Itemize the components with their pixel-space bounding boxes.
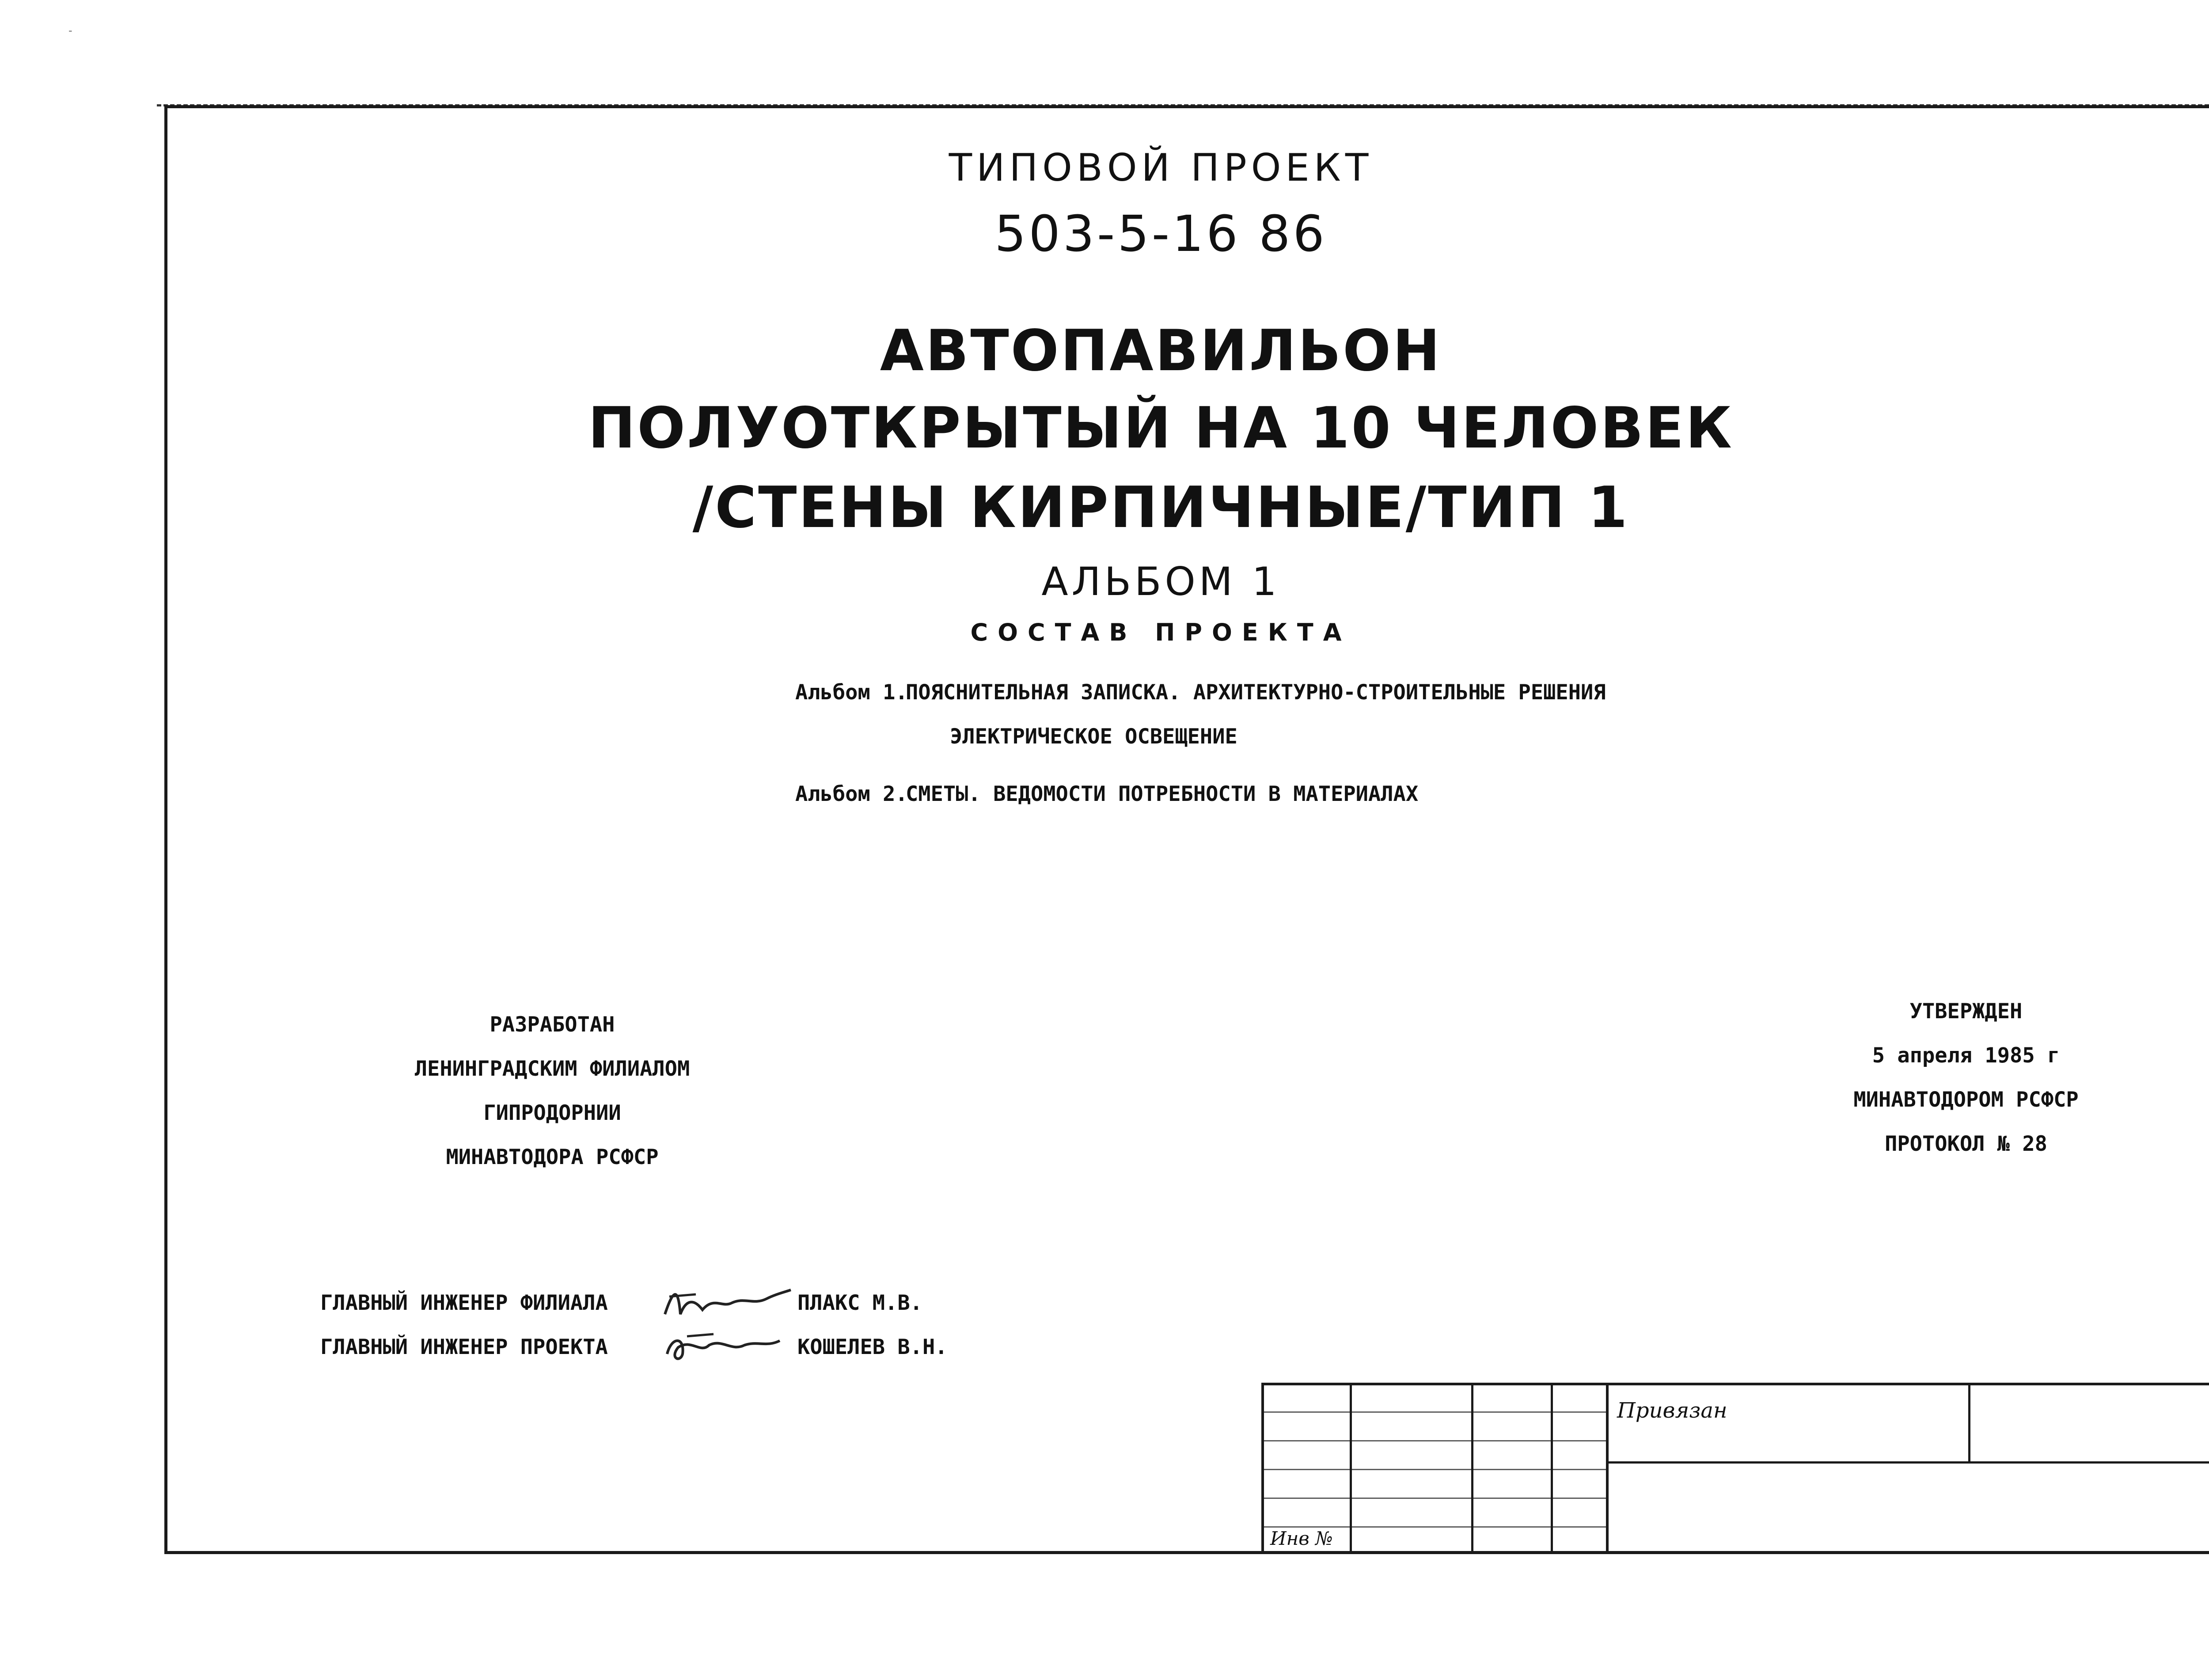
stamp-row-line	[1606, 1461, 2209, 1464]
album-text: СМЕТЫ. ВЕДОМОСТИ ПОТРЕБНОСТИ В МАТЕРИАЛАХ	[906, 782, 1419, 806]
stamp-row-line	[1261, 1411, 1606, 1413]
title-line-2: ПОЛУОТКРЫТЫЙ НА 10 ЧЕЛОВЕК	[588, 395, 1734, 461]
handwritten-signature	[660, 1283, 793, 1323]
stamp-row-line	[1261, 1440, 1606, 1441]
stamp-inv-label: Инв №	[1270, 1528, 1333, 1549]
title-line-3: /СТЕНЫ КИРПИЧНЫЕ/ТИП 1	[692, 475, 1629, 541]
stamp-bound-label: Привязан	[1617, 1398, 1727, 1423]
album-label: Альбом 1.	[795, 680, 908, 705]
title-line-1: АВТОПАВИЛЬОН	[880, 318, 1442, 384]
project-series: ТИПОВОЙ ПРОЕКТ	[949, 146, 1373, 190]
signatures-block	[320, 1281, 948, 1369]
stamp-divider	[1606, 1383, 1609, 1554]
album-text: ПОЯСНИТЕЛЬНАЯ ЗАПИСКА. АРХИТЕКТУРНО-СТРОИТЕЛЬНЫЕ РЕШЕНИЯ	[906, 680, 1606, 705]
approved-block	[1745, 990, 2187, 1166]
signature-role: ГЛАВНЫЙ ИНЖЕНЕР ПРОЕКТА	[320, 1335, 608, 1359]
signature-row	[320, 1325, 948, 1369]
stamp-divider	[1471, 1383, 1473, 1554]
signature-name: КОШЕЛЕВ В.Н.	[797, 1335, 948, 1359]
approved-line: 5 апреля 1985 г	[1872, 1043, 2060, 1068]
handwritten-signature	[660, 1327, 793, 1367]
stamp-divider	[1551, 1383, 1553, 1554]
approved-line: УТВЕРЖДЕН	[1909, 999, 2023, 1024]
developed-by-block	[309, 1003, 795, 1179]
stamp-border	[1261, 1383, 2209, 1385]
list-item	[795, 680, 1606, 705]
contents-heading: СОСТАВ ПРОЕКТА	[970, 618, 1351, 646]
project-number: 503-5-16 86	[994, 205, 1327, 263]
developed-line: РАЗРАБОТАН	[490, 1013, 615, 1037]
list-item	[795, 782, 1418, 806]
stamp-divider	[1968, 1383, 1970, 1462]
approved-line: ПРОТОКОЛ № 28	[1885, 1132, 2047, 1156]
corner-mark: -	[68, 24, 72, 37]
approved-line: МИНАВТОДОРОМ РСФСР	[1853, 1088, 2079, 1112]
album-label: Альбом 2.	[795, 782, 908, 806]
stamp-border	[1261, 1383, 1264, 1554]
developed-line: ГИПРОДОРНИИ	[483, 1101, 621, 1125]
album-number: АЛЬБОМ 1	[1041, 559, 1280, 604]
stamp-divider	[1350, 1383, 1352, 1554]
album-text-continuation: ЭЛЕКТРИЧЕСКОЕ ОСВЕЩЕНИЕ	[950, 724, 1237, 749]
title-stamp	[1261, 1383, 2209, 1554]
stamp-row-line	[1261, 1498, 1606, 1499]
stamp-row-line	[1261, 1469, 1606, 1470]
signature-role: ГЛАВНЫЙ ИНЖЕНЕР ФИЛИАЛА	[320, 1291, 608, 1315]
signature-row	[320, 1281, 922, 1325]
signature-name: ПЛАКС М.В.	[797, 1291, 922, 1315]
developed-line: МИНАВТОДОРА РСФСР	[446, 1145, 659, 1169]
developed-line: ЛЕНИНГРАДСКИМ ФИЛИАЛОМ	[414, 1057, 690, 1081]
